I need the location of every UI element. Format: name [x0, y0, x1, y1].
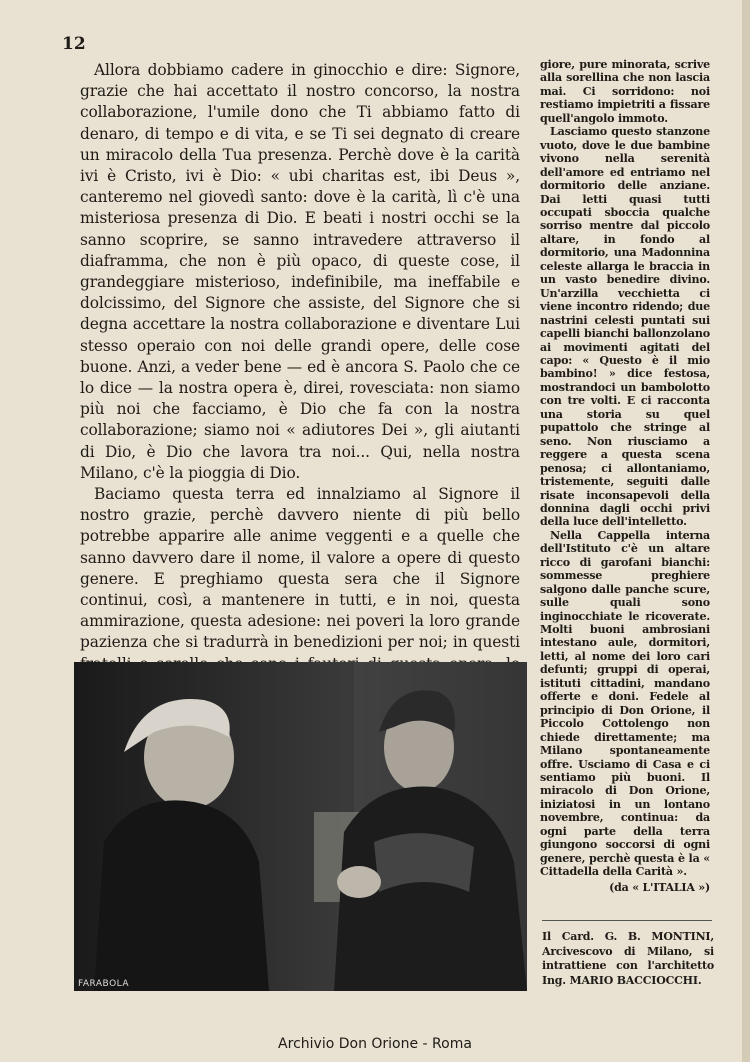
photo-caption: Il Card. G. B. MONTINI, Arcivescovo di Milano, si intrattiene con l'architetto Ing. MARIO BACCIOCCHI.	[542, 930, 714, 987]
side-article-column	[540, 58, 710, 894]
side-paragraph: Lasciamo questo stanzone vuoto, dove le due bambine vivono nella serenità dell'amore ed entriamo nel dormitorio delle anziane. Dai letti quasi tutti occupati sboccia qualche sorriso mentre dal piccolo altare, in fondo al dormitorio, una Madonnina celeste allarga le braccia in un vasto benedire divino. Un'arzilla vecchietta ci viene incontro ridendo; due nastrini celesti puntati sui capelli bianchi ballonzolano ai movimenti agitati del capo: « Questo è il mio bambino! » dice festosa, mostrandoci un bambolotto con tre volti. E ci racconta una storia su quel pupattolo che stringe al seno. Non riusciamo a reggere a questa scena penosa; ci allontaniamo, tristemente, seguiti dalle risate inconsapevoli della donnina dagli occhi privi della luce dell'intelletto.	[540, 125, 710, 529]
photograph	[74, 662, 527, 991]
photo-figures	[74, 662, 527, 991]
page-number: 12	[62, 34, 86, 54]
page-edge	[742, 0, 750, 1062]
caption-divider	[542, 920, 712, 921]
main-paragraph: Baciamo questa terra ed innalziamo al Signore il nostro grazie, perchè davvero niente di più bello potrebbe apparire alle anime veggenti e a quelle che sanno davvero dare il nome, il valore a opere di questo genere. E preghiamo questa sera che il Signore continui, così, a mantenere in tutti, e in noi, questa ammirazione, questa adesione: nei poveri la loro grande pazienza che si tradurrà in benedizioni per noi; in questi	[80, 485, 520, 652]
side-paragraph: Nella Cappella interna dell'Istituto c'è un altare ricco di garofani bianchi: sommesse preghiere salgono dalle panche scure, sulle quali sono inginocchiate le ricoverate. Molti buoni ambrosiani intestano aule, dormitori, letti, al nome dei loro cari defunti; gruppi di operai, istituti cittadini, mandano offerte e doni. Fedele al principio di Don Orione, il Piccolo Cottolengo non chiede direttamente; ma Milano spontaneamente offre. Usciamo di Casa e ci sentiamo più buoni. Il miracolo di Don Orione, iniziatosi in un lontano novembre, continua: da ogni parte della terra giungono soccorsi di ogni genere, perchè questa è la « Cittadella della Carità ».	[540, 528, 710, 879]
article-source: (da « L'ITALIA »)	[609, 880, 710, 894]
side-paragraph: giore, pure minorata, scrive alla sorellina che non lascia mai. Ci sorridono: noi restiamo impietriti a fissare quell'angolo immoto.	[540, 58, 710, 125]
photo-credit: FARABOLA	[78, 979, 130, 989]
main-paragraph: Allora dobbiamo cadere in ginocchio e dire: Signore, grazie che hai accettato il nostro concorso, la nostra collaborazione, l'umile dono che Ti abbiamo fatto di denaro, di tempo e di vita, e se Ti sei degnato di creare un miracolo della Tua presenza. Perchè dove è la carità ivi è Cristo, ivi è Dio: « ubi charitas est, ibi Deus », canteremo nel giovedì santo: dove è la carità, lì c'è una misteriosa presenza di Dio. E beati i nostri occhi se la sanno scoprire, se sanno intravedere attraverso il diaframma, che non è più opaco, di queste cose, il grandeggiare misterioso, indefinibile, ma ineffabile e dolcissimo, del Signore che assiste, del Signore che si degna accettare la nostra collaborazione e diventare Lui stesso operaio con noi delle grandi opere, delle cose buone. Anzi, a veder bene — ed è ancora S. Paolo che ce lo dice — la nostra opera è, direi, rovesciata: non siamo più noi che facciamo, è Dio che fa con la nostra collaborazione; siamo noi « adiutores Dei », gli aiutanti di Dio, è Dio che lavora tra noi... Qui, nella nostra Milano, c'è la pioggia di Dio.	[80, 61, 520, 482]
archive-footer: Archivio Don Orione - Roma	[278, 1036, 472, 1052]
